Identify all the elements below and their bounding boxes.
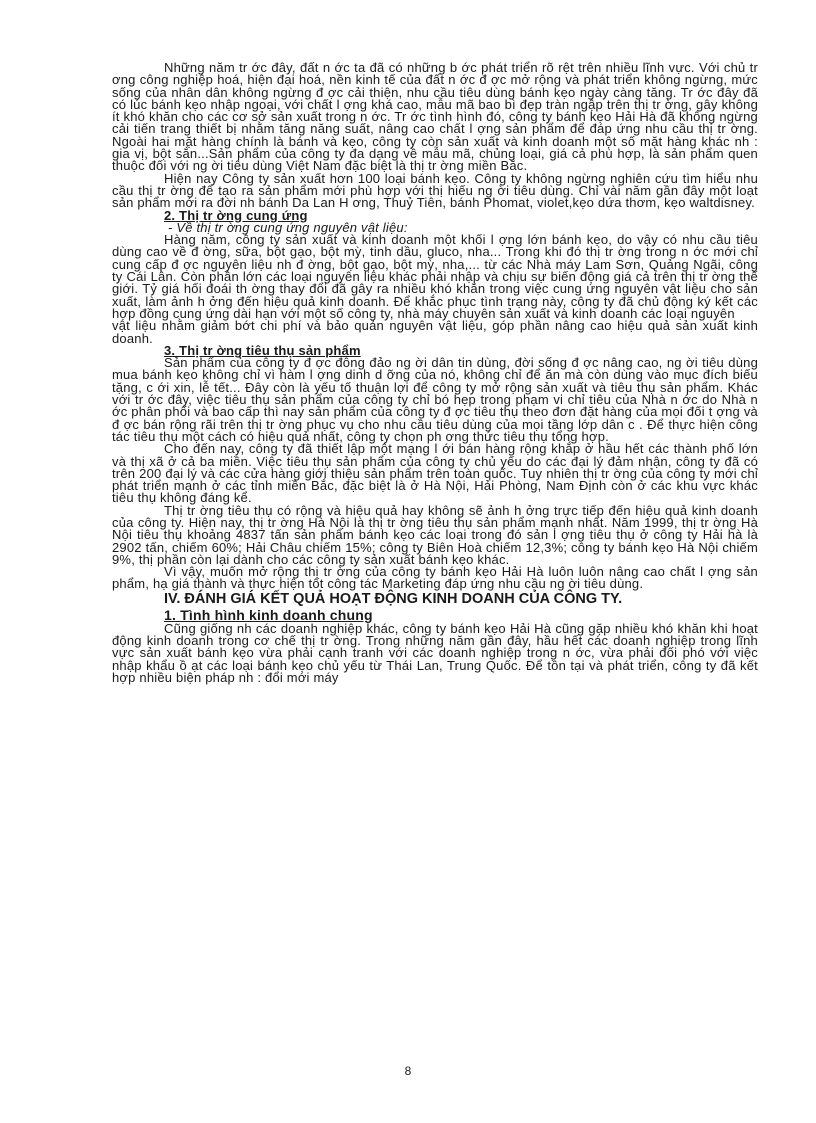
- paragraph: Cũng giống nh các doanh nghiệp khác, công ty bánh kẹo Hải Hà cũng gặp nhiều khó khăn khi hoạt động kinh doanh trong cơ chế thị tr ờng. Trong những năm gần đây, hầu hết các doanh nghiệp trong lĩnh vực sản xuất bánh kẹo vừa phải cạnh tranh với các doanh nghiệp trong n ớc, vừa phải đối phó với việc nhập khẩu ồ ạt các loại bánh kẹo chủ yếu từ Thái Lan, Trung Quốc. Để tồn tại và phát triển, công ty đã kết hợp nhiều biện pháp nh : đổi mới máy: [112, 620, 758, 685]
- document-page: [112, 62, 758, 684]
- subheading-general-business: 1. Tình hình kinh doanh chung: [164, 606, 373, 623]
- paragraph: Sản phẩm của công ty đ ợc đông đảo ng ời dân tin dùng, đời sống đ ợc nâng cao, ng ời tiêu dùng mua bánh kẹo không chỉ vì hàm l ợng dinh d ỡng của nó, không chỉ để ăn mà còn dùng vào mục đích biếu tặng, c ới xin, lễ tết... Đây còn là yếu tố thuận lợi để công ty mở rộng sản xuất và tiêu thụ sản phẩm. Khác với tr ớc đây, việc tiêu thụ sản phẩm của công ty chỉ bó hẹp trong phạm vi chỉ tiêu của Nhà n ớc do Nhà n ớc phân phối và bao cấp thì nay sản phẩm của công ty đ ợc tiêu thụ theo đơn đặt hàng của mọi đối t ợng và đ ợc bán rộng rãi trên thị tr ờng phục vụ cho nhu cầu tiêu dùng của mọi tầng lớp dân c . Để thực hiện công tác tiêu thụ một cách có hiệu quả nhất, công ty chọn ph ơng thức tiêu thụ tổng hợp.: [112, 355, 758, 444]
- paragraph-continuation: vật liệu nhằm giảm bớt chi phí và bảo quản nguyên vật liệu, góp phần nâng cao hiệu quả sản xuất kinh doanh.: [112, 318, 758, 346]
- page-number: 8: [404, 1064, 412, 1078]
- paragraph: Vì vậy, muốn mở rộng thị tr ờng của công ty bánh kẹo Hải Hà luôn luôn nâng cao chất l ợng sản phẩm, hạ giá thành và thực hiện tốt công tác Marketing đáp ứng nhu cầu ng ời tiêu dùng.: [112, 564, 758, 592]
- subheading-raw-materials: - Về thị tr ờng cung ứng nguyên vật liệu:: [168, 219, 408, 235]
- subheading-consumption-market: 3. Thị tr ờng tiêu thụ sản phẩm: [164, 342, 361, 358]
- section-heading-iv: IV. ĐÁNH GIÁ KẾT QUẢ HOẠT ĐỘNG KINH DOANH CỦA CÔNG TY.: [164, 590, 623, 607]
- paragraph: Cho đến nay, công ty đã thiết lập một mạng l ới bán hàng rộng khắp ở hầu hết các thành phố lớn và thị xã ở cả ba miền. Việc tiêu thụ sản phẩm của công ty chủ yếu do các đại lý đảm nhận, công ty đã có trên 200 đại lý và các cửa hàng giới thiệu sản phẩm trên toàn quốc. Tuy nhiên thị tr ờng của công ty mới chỉ phát triển mạnh ở các tỉnh miền Bắc, đặc biệt là ở Hà Nội, Hải Phòng, Nam Định còn ở các khu vực khác tiêu thụ không đáng kể.: [112, 441, 758, 506]
- paragraph: Hiện nay Công ty sản xuất hơn 100 loại bánh kẹo. Công ty không ngừng nghiên cứu tìm hiểu nhu cầu thị tr ờng để tạo ra sản phẩm mới phù hợp với thị hiếu ng ời tiêu dùng. Chỉ vài năm gần đây một loạt sản phẩm mới ra đời nh bánh Da Lan H ơng, Thuỷ Tiên, bánh Phomat, violet,kẹo dứa thơm, kẹo waltdisney.: [112, 170, 758, 211]
- paragraph: Những năm tr ớc đây, đất n ớc ta đã có những b ớc phát triển rõ rệt trên nhiều lĩnh vực. Với chủ tr ơng công nghiệp hoá, hiện đại hoá, nền kinh tế của đất n ớc đ ợc mở rộng và phát triển không ngừng, mức sống của nhân dân không ngừng đ ợc cải thiện, nhu cầu tiêu dùng bánh kẹo ngày càng tăng. Tr ớc đây đã có lúc bánh kẹo nhập ngoại, với chất l ợng khá cao, mẫu mã bao bì đẹp tràn ngập trên thị tr ờng, gây không ít khó khăn cho các cơ sở sản xuất trong n ớc. Tr ớc tình hình đó, công ty bánh kẹo Hải Hà đã không ngừng cải tiến trang thiết bị nhằm tăng năng suất, nâng cao chất l ợng sản phẩm để đáp ứng nhu cầu thị tr ờng. Ngoài hai mặt hàng chính là bánh và kẹo, công ty còn sản xuất và kinh doanh một số mặt hàng khác nh : gia vị, bột sắn...Sản phẩm của công ty đa dạng về mẫu mã, chủng loại, giá cả phù hợp, là sản phẩm quen thuộc đối với ng ời tiêu dùng Việt Nam đặc biệt là thị tr ờng miền Bắc.: [112, 60, 758, 174]
- paragraph: Hàng năm, công ty sản xuất và kinh doanh một khối l ợng lớn bánh kẹo, do vậy có nhu cầu tiêu dùng cao về đ ờng, sữa, bột gạo, bột mỳ, tinh dầu, gluco, nha... Trong khi đó thị tr ờng trong n ớc mới chỉ cung cấp đ ợc nguyên liệu nh đ ờng, bột gạo, bột mỳ, nha,... từ các Nhà máy Lam Sơn, Quảng Ngãi, công ty Cái Lân. Còn phần lớn các loại nguyên liệu khác phải nhập và chịu sự biến động giá cả trên thị tr ờng thế giới. Tỷ giá hối đoái th ờng thay đổi đã gây ra nhiều khó khăn trong việc cung ứng nguyên vật liệu cho sản xuất, làm ảnh h ởng đến hiệu quả kinh doanh. Để khắc phục tình trạng này, công ty đã chủ động ký kết các hợp đồng cung ứng dài hạn với một số công ty, nhà máy chuyên sản xuất và kinh doanh các loại nguyên: [112, 232, 758, 321]
- subheading-supply-market: 2. Thị tr ờng cung ứng: [164, 207, 308, 223]
- paragraph: Thị tr ờng tiêu thụ có rộng và hiệu quả hay không sẽ ảnh h ởng trực tiếp đến hiệu quả kinh doanh của công ty. Hiện nay, thị tr ờng Hà Nội là thị tr ờng tiêu thụ sản phẩm mạnh nhất. Năm 1999, thị tr ờng Hà Nội tiêu thụ khoảng 4837 tấn sản phẩm bánh kẹo các loại trong đó sản l ợng tiêu thụ ở công ty Hải hà là 2902 tấn, chiếm 60%; Hải Châu chiếm 15%; công ty Biên Hoà chiếm 12,3%; công ty bánh kẹo Hà Nội chiếm 9%, thị phần còn lại dành cho các công ty sản xuất bánh kẹo khác.: [112, 502, 758, 567]
